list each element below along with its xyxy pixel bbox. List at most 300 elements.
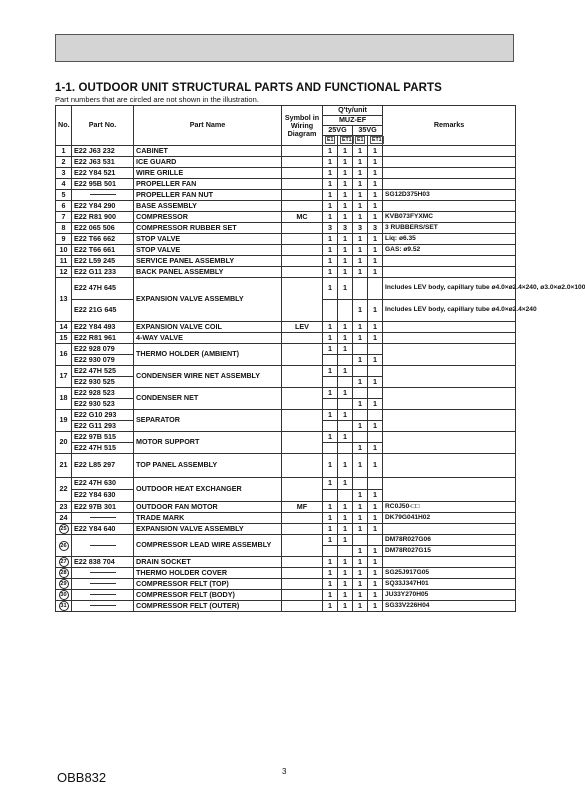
col-part-no: Part No.	[72, 106, 134, 146]
part-number	[72, 535, 134, 557]
qty-value: 1	[323, 179, 338, 190]
circled-number: 27	[60, 559, 67, 565]
dash-line	[90, 517, 116, 518]
part-number: E22 J63 232	[72, 146, 134, 157]
circled-number: 25	[60, 526, 67, 532]
qty-value	[323, 355, 338, 366]
qty-value: 1	[338, 344, 353, 355]
qty-value: 1	[323, 267, 338, 278]
remarks: GAS: ø9.52	[383, 245, 516, 256]
qty-value: 1	[323, 568, 338, 579]
model-header: MUZ-EF	[323, 116, 383, 126]
qty-value: 1	[368, 355, 383, 366]
part-name: PROPELLER FAN	[134, 179, 282, 190]
qty-value: 1	[338, 168, 353, 179]
wiring-symbol	[282, 157, 323, 168]
remarks: DK79G041H02	[383, 513, 516, 524]
qty-value: 1	[368, 443, 383, 454]
qty-value: 1	[368, 377, 383, 388]
wiring-symbol	[282, 432, 323, 454]
qty-value	[323, 421, 338, 432]
table-row	[56, 513, 516, 524]
part-name: MOTOR SUPPORT	[134, 432, 282, 454]
table-row	[56, 234, 516, 245]
document-code: OBB832	[57, 770, 107, 785]
remarks	[383, 454, 516, 478]
table-row	[56, 502, 516, 513]
wiring-symbol	[282, 478, 323, 502]
row-number: 24	[56, 513, 72, 524]
qty-value: 1	[338, 388, 353, 399]
part-name: COMPRESSOR FELT (BODY)	[134, 590, 282, 601]
table-row	[56, 454, 516, 478]
row-number: 10	[56, 245, 72, 256]
part-number: E22 47H 630	[72, 478, 134, 490]
wiring-symbol	[282, 535, 323, 557]
wiring-symbol: MC	[282, 212, 323, 223]
row-number: 17	[56, 366, 72, 388]
row-number: 1	[56, 146, 72, 157]
variant-e1: E1	[357, 137, 364, 144]
row-number: 18	[56, 388, 72, 410]
part-number	[72, 568, 134, 579]
qty-value	[338, 443, 353, 454]
remarks: DM78R027G15	[383, 546, 516, 557]
remarks: SG25J917G05	[383, 568, 516, 579]
remarks	[383, 366, 516, 388]
qty-value: 1	[368, 212, 383, 223]
remarks: SG12D375H03	[383, 190, 516, 201]
qty-value: 1	[353, 355, 368, 366]
row-number: 6	[56, 201, 72, 212]
qty-value: 1	[323, 168, 338, 179]
qty-value: 1	[338, 366, 353, 377]
part-number: E22 Y84 640	[72, 524, 134, 535]
remarks: DM78R027G06	[383, 535, 516, 546]
part-number	[72, 190, 134, 201]
qty-value	[323, 300, 338, 322]
variant-et1: ET1	[342, 137, 352, 144]
table-row	[56, 223, 516, 234]
qty-value: 1	[353, 212, 368, 223]
model-25vg: 25VG	[323, 126, 353, 136]
model-35vg: 35VG	[353, 126, 383, 136]
table-row	[56, 168, 516, 179]
part-name: TOP PANEL ASSEMBLY	[134, 454, 282, 478]
qty-value: 1	[323, 478, 338, 490]
qty-value: 1	[353, 190, 368, 201]
table-row	[56, 568, 516, 579]
wiring-symbol	[282, 590, 323, 601]
wiring-symbol	[282, 513, 323, 524]
part-number: E22 G10 293	[72, 410, 134, 421]
qty-value: 1	[323, 190, 338, 201]
part-name: OUTDOOR FAN MOTOR	[134, 502, 282, 513]
row-number: 8	[56, 223, 72, 234]
dash-line	[90, 594, 116, 595]
col-part-name: Part Name	[134, 106, 282, 146]
wiring-symbol	[282, 557, 323, 568]
qty-value: 1	[338, 579, 353, 590]
qty-value: 1	[353, 443, 368, 454]
qty-value: 1	[368, 454, 383, 478]
qty-value	[353, 278, 368, 300]
qty-value: 1	[368, 256, 383, 267]
table-row	[56, 432, 516, 443]
row-number: 2	[56, 157, 72, 168]
qty-value: 1	[323, 590, 338, 601]
qty-value: 1	[368, 502, 383, 513]
qty-value: 1	[368, 201, 383, 212]
qty-value: 1	[368, 146, 383, 157]
qty-value: 1	[368, 601, 383, 612]
row-number	[56, 579, 72, 590]
part-name: COMPRESSOR LEAD WIRE ASSEMBLY	[134, 535, 282, 557]
wiring-symbol	[282, 190, 323, 201]
circled-number: 26	[60, 542, 67, 549]
part-number: E22 Y84 630	[72, 490, 134, 502]
page-number: 3	[282, 767, 287, 776]
qty-value: 1	[338, 454, 353, 478]
part-number: E22 L59 245	[72, 256, 134, 267]
part-number: E22 97B 301	[72, 502, 134, 513]
qty-value	[338, 377, 353, 388]
part-name: EXPANSION VALVE COIL	[134, 322, 282, 333]
wiring-symbol	[282, 168, 323, 179]
qty-value	[338, 421, 353, 432]
qty-value: 1	[338, 601, 353, 612]
part-number: E22 T66 661	[72, 245, 134, 256]
part-number: E22 47H 645	[72, 278, 134, 300]
qty-value	[323, 546, 338, 557]
qty-value: 1	[353, 579, 368, 590]
qty-value: 1	[353, 234, 368, 245]
part-name: OUTDOOR HEAT EXCHANGER	[134, 478, 282, 502]
qty-value	[323, 377, 338, 388]
qty-value: 1	[368, 557, 383, 568]
qty-value: 1	[338, 234, 353, 245]
qty-value: 1	[323, 234, 338, 245]
row-number	[56, 535, 72, 557]
qty-value	[368, 388, 383, 399]
remarks	[383, 267, 516, 278]
qty-value: 1	[338, 157, 353, 168]
qty-value: 1	[353, 300, 368, 322]
table-row	[56, 590, 516, 601]
table-row	[56, 388, 516, 399]
part-number	[72, 590, 134, 601]
part-name: STOP VALVE	[134, 245, 282, 256]
qty-value: 1	[353, 377, 368, 388]
qty-value: 1	[353, 546, 368, 557]
part-number: E22 G11 233	[72, 267, 134, 278]
qty-value: 1	[368, 267, 383, 278]
row-number: 14	[56, 322, 72, 333]
qty-value: 3	[338, 223, 353, 234]
row-number: 21	[56, 454, 72, 478]
qty-value	[353, 344, 368, 355]
wiring-symbol	[282, 410, 323, 432]
part-name: CABINET	[134, 146, 282, 157]
remarks	[383, 524, 516, 535]
dash-line	[90, 194, 116, 195]
row-number: 9	[56, 234, 72, 245]
remarks	[383, 146, 516, 157]
table-row	[56, 344, 516, 355]
qty-value: 1	[353, 333, 368, 344]
part-number: E22 L85 297	[72, 454, 134, 478]
remarks	[383, 410, 516, 432]
qty-value: 1	[323, 278, 338, 300]
qty-value	[353, 388, 368, 399]
qty-value	[368, 366, 383, 377]
table-row	[56, 322, 516, 333]
qty-value: 1	[338, 201, 353, 212]
table-row	[56, 245, 516, 256]
part-name: 4-WAY VALVE	[134, 333, 282, 344]
wiring-symbol	[282, 454, 323, 478]
remarks	[383, 201, 516, 212]
remarks	[383, 333, 516, 344]
row-number: 22	[56, 478, 72, 502]
table-row	[56, 157, 516, 168]
row-number: 23	[56, 502, 72, 513]
qty-value: 1	[323, 157, 338, 168]
part-number	[72, 579, 134, 590]
qty-value	[338, 546, 353, 557]
qty-value: 1	[353, 157, 368, 168]
part-name: THERMO HOLDER (AMBIENT)	[134, 344, 282, 366]
part-number	[72, 601, 134, 612]
qty-value: 1	[368, 490, 383, 502]
qty-value	[368, 278, 383, 300]
qty-value: 1	[368, 245, 383, 256]
part-name: CONDENSER NET	[134, 388, 282, 410]
row-number: 19	[56, 410, 72, 432]
remarks	[383, 256, 516, 267]
qty-value: 1	[338, 212, 353, 223]
part-name: COMPRESSOR FELT (OUTER)	[134, 601, 282, 612]
remarks	[383, 557, 516, 568]
qty-value	[353, 478, 368, 490]
row-number	[56, 590, 72, 601]
part-name: PROPELLER FAN NUT	[134, 190, 282, 201]
wiring-symbol	[282, 278, 323, 322]
qty-value	[323, 490, 338, 502]
qty-value: 1	[323, 322, 338, 333]
part-number: E22 928 079	[72, 344, 134, 355]
qty-value: 1	[338, 410, 353, 421]
qty-value: 1	[353, 557, 368, 568]
section-subtitle: Part numbers that are circled are not shown in the illustration.	[55, 95, 259, 104]
qty-value: 1	[323, 333, 338, 344]
circled-number: 30	[60, 592, 67, 598]
qty-value: 1	[338, 557, 353, 568]
dash-line	[90, 545, 116, 546]
table-row	[56, 524, 516, 535]
row-number	[56, 568, 72, 579]
part-number: E22 930 525	[72, 377, 134, 388]
qty-value	[353, 366, 368, 377]
qty-value: 1	[323, 454, 338, 478]
qty-value: 1	[323, 410, 338, 421]
wiring-symbol	[282, 179, 323, 190]
qty-value: 1	[323, 579, 338, 590]
part-number: E22 95B 501	[72, 179, 134, 190]
wiring-symbol	[282, 601, 323, 612]
part-number: E22 930 523	[72, 399, 134, 410]
qty-value: 1	[323, 557, 338, 568]
qty-value: 1	[368, 234, 383, 245]
qty-value	[353, 432, 368, 443]
row-number: 3	[56, 168, 72, 179]
part-name: SERVICE PANEL ASSEMBLY	[134, 256, 282, 267]
part-number: E22 838 704	[72, 557, 134, 568]
row-number	[56, 557, 72, 568]
circled-number: 28	[60, 570, 67, 576]
part-number: E22 21G 645	[72, 300, 134, 322]
remarks	[383, 478, 516, 502]
qty-value: 1	[338, 179, 353, 190]
wiring-symbol: MF	[282, 502, 323, 513]
qty-value: 1	[323, 388, 338, 399]
qty-value	[338, 399, 353, 410]
row-number	[56, 601, 72, 612]
qty-value: 1	[353, 146, 368, 157]
qty-value: 1	[353, 179, 368, 190]
part-number: E22 T66 662	[72, 234, 134, 245]
qty-value: 1	[338, 245, 353, 256]
qty-value: 1	[338, 146, 353, 157]
qty-value: 1	[353, 421, 368, 432]
remarks	[383, 388, 516, 410]
qty-value	[323, 443, 338, 454]
part-number: E22 928 523	[72, 388, 134, 399]
part-number	[72, 513, 134, 524]
remarks	[383, 344, 516, 366]
table-row	[56, 201, 516, 212]
dash-line	[90, 605, 116, 606]
row-number: 20	[56, 432, 72, 454]
row-number: 13	[56, 278, 72, 322]
qty-value: 1	[368, 568, 383, 579]
dash-line	[90, 583, 116, 584]
wiring-symbol	[282, 267, 323, 278]
qty-value: 1	[353, 490, 368, 502]
qty-value: 1	[323, 344, 338, 355]
qty-value: 1	[353, 590, 368, 601]
part-number: E22 Y84 493	[72, 322, 134, 333]
qty-value: 1	[353, 267, 368, 278]
remarks: RC0J50-□□	[383, 502, 516, 513]
dash-line	[90, 572, 116, 573]
qty-value: 1	[353, 502, 368, 513]
part-name: EXPANSION VALVE ASSEMBLY	[134, 524, 282, 535]
table-row	[56, 190, 516, 201]
qty-value: 1	[338, 278, 353, 300]
qty-value: 1	[353, 524, 368, 535]
table-row	[56, 333, 516, 344]
col-qty: Q'ty/unit	[323, 106, 383, 116]
remarks	[383, 157, 516, 168]
part-name: STOP VALVE	[134, 234, 282, 245]
qty-value: 1	[323, 146, 338, 157]
variant-et1: ET1	[372, 137, 382, 144]
header-banner	[55, 34, 514, 62]
wiring-symbol	[282, 344, 323, 366]
part-number: E22 47H 515	[72, 443, 134, 454]
wiring-symbol	[282, 388, 323, 410]
qty-value: 1	[353, 399, 368, 410]
wiring-symbol	[282, 366, 323, 388]
table-row	[56, 579, 516, 590]
remarks: Includes LEV body, capillary tube ø4.0×ø2.4×240	[383, 300, 516, 322]
qty-value: 1	[353, 513, 368, 524]
table-row	[56, 256, 516, 267]
circled-number: 31	[60, 603, 67, 609]
qty-value: 1	[338, 432, 353, 443]
remarks: Includes LEV body, capillary tube ø4.0×ø2.4×240, ø3.0×ø2.0×100	[383, 278, 516, 300]
qty-value: 1	[368, 190, 383, 201]
part-number: E22 Y84 521	[72, 168, 134, 179]
qty-value: 1	[323, 513, 338, 524]
col-symbol: Symbol in Wiring Diagram	[282, 106, 323, 146]
qty-value	[368, 432, 383, 443]
qty-value: 3	[323, 223, 338, 234]
remarks: 3 RUBBERS/SET	[383, 223, 516, 234]
remarks	[383, 322, 516, 333]
qty-value: 1	[323, 432, 338, 443]
qty-value: 3	[353, 223, 368, 234]
part-name: SEPARATOR	[134, 410, 282, 432]
qty-value: 1	[338, 590, 353, 601]
part-name: CONDENSER WIRE NET ASSEMBLY	[134, 366, 282, 388]
table-row	[56, 212, 516, 223]
section-title: 1-1. OUTDOOR UNIT STRUCTURAL PARTS AND FUNCTIONAL PARTS	[55, 82, 442, 94]
qty-value: 1	[323, 201, 338, 212]
part-number: E22 J63 531	[72, 157, 134, 168]
part-number: E22 R81 900	[72, 212, 134, 223]
qty-value	[368, 344, 383, 355]
qty-value: 1	[368, 524, 383, 535]
remarks	[383, 168, 516, 179]
remarks: KVB073FYXMC	[383, 212, 516, 223]
qty-value	[323, 399, 338, 410]
qty-value: 1	[323, 535, 338, 546]
wiring-symbol	[282, 146, 323, 157]
wiring-symbol	[282, 234, 323, 245]
qty-value: 1	[323, 524, 338, 535]
parts-table	[55, 105, 585, 612]
table-row	[56, 366, 516, 377]
table-row	[56, 146, 516, 157]
part-name: DRAIN SOCKET	[134, 557, 282, 568]
table-row	[56, 410, 516, 421]
qty-value: 1	[353, 454, 368, 478]
qty-value: 1	[323, 245, 338, 256]
part-number: E22 47H 525	[72, 366, 134, 377]
qty-value: 1	[368, 300, 383, 322]
qty-value: 1	[368, 157, 383, 168]
qty-value: 1	[338, 322, 353, 333]
qty-value: 1	[338, 535, 353, 546]
qty-value: 1	[323, 256, 338, 267]
remarks: Liq: ø6.35	[383, 234, 516, 245]
remarks: SQ33J347H01	[383, 579, 516, 590]
row-number: 5	[56, 190, 72, 201]
part-name: TRADE MARK	[134, 513, 282, 524]
qty-value	[353, 535, 368, 546]
